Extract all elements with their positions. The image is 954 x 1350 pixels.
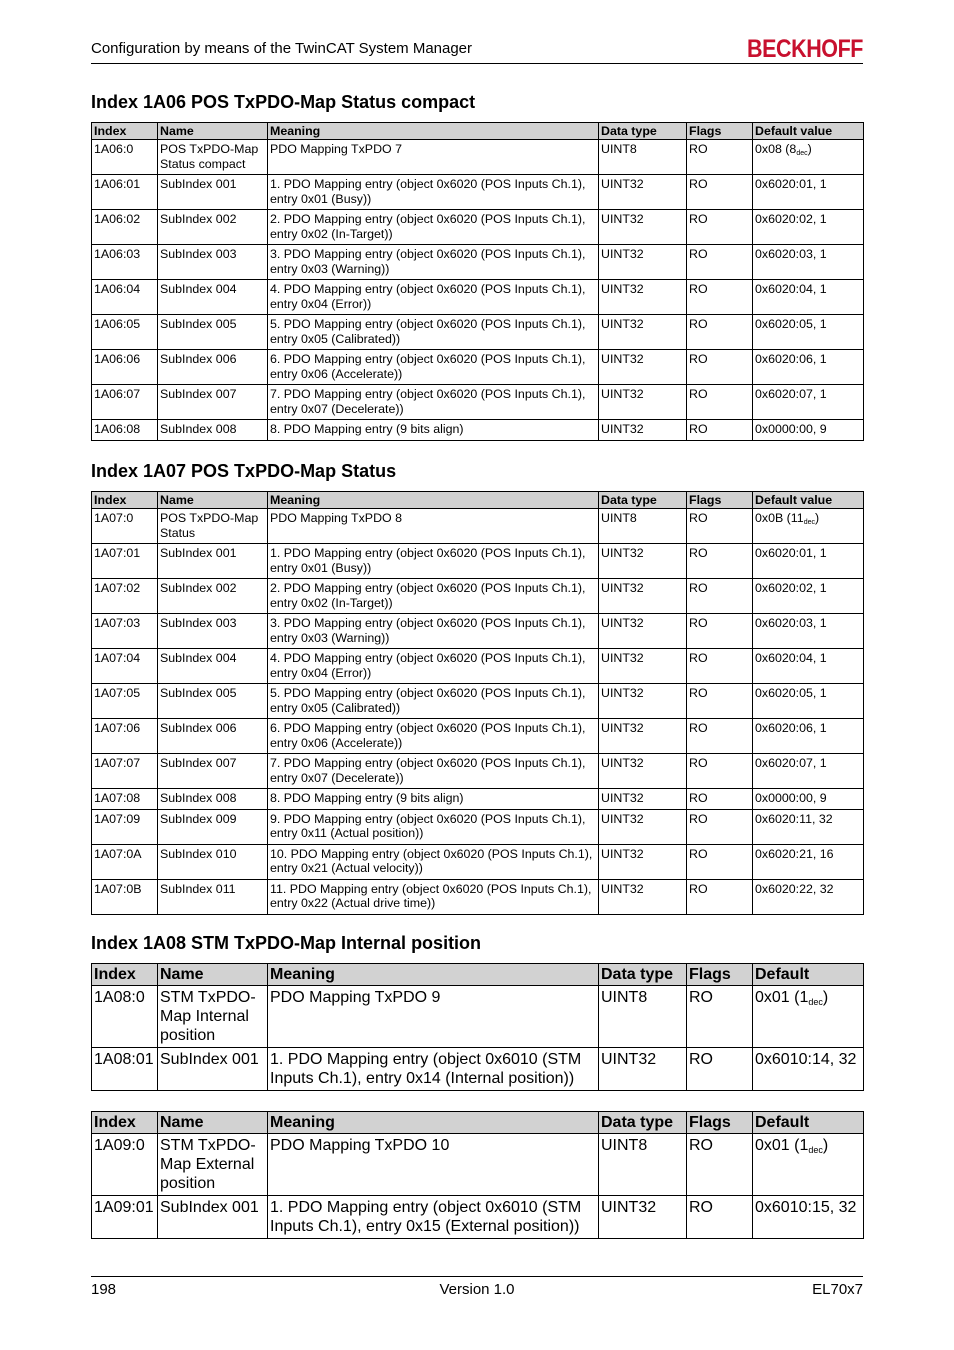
- cell-name: SubIndex 005: [158, 315, 268, 350]
- table-row: [92, 420, 864, 441]
- cell-data-type: UINT32: [599, 789, 687, 810]
- cell-data-type: UINT32: [599, 210, 687, 245]
- cell-name: SubIndex 009: [158, 809, 268, 844]
- cell-name: SubIndex 002: [158, 210, 268, 245]
- table-header-row: [92, 1112, 864, 1134]
- cell-meaning: 5. PDO Mapping entry (object 0x6020 (POS Inputs Ch.1), entry 0x05 (Calibrated)): [268, 684, 599, 719]
- cell-default-value: 0x6020:07, 1: [753, 385, 864, 420]
- table-row: [92, 719, 864, 754]
- cell-default-value: 0x6020:05, 1: [753, 315, 864, 350]
- cell-data-type: UINT32: [599, 350, 687, 385]
- cell-default-value: 0x0000:00, 9: [753, 789, 864, 810]
- cell-flags: RO: [687, 509, 753, 544]
- closing-paren: ): [822, 1137, 829, 1154]
- cell-data-type: UINT32: [599, 844, 687, 879]
- cell-data-type: UINT32: [599, 420, 687, 441]
- table-row: [92, 844, 864, 879]
- cell-name: STM TxPDO-Map External position: [158, 1134, 268, 1196]
- cell-meaning: 3. PDO Mapping entry (object 0x6020 (POS Inputs Ch.1), entry 0x03 (Warning)): [268, 245, 599, 280]
- cell-meaning: PDO Mapping TxPDO 9: [268, 986, 599, 1048]
- table-row: [92, 315, 864, 350]
- cell-flags: RO: [687, 809, 753, 844]
- cell-meaning: 7. PDO Mapping entry (object 0x6020 (POS Inputs Ch.1), entry 0x07 (Decelerate)): [268, 385, 599, 420]
- column-header-name: Name: [158, 964, 268, 986]
- cell-default-value: 0x6020:21, 16: [753, 844, 864, 879]
- cell-meaning: 3. PDO Mapping entry (object 0x6020 (POS Inputs Ch.1), entry 0x03 (Warning)): [268, 614, 599, 649]
- cell-index: 1A06:04: [92, 280, 158, 315]
- cell-name: SubIndex 003: [158, 614, 268, 649]
- cell-flags: RO: [687, 789, 753, 810]
- cell-meaning: 4. PDO Mapping entry (object 0x6020 (POS Inputs Ch.1), entry 0x04 (Error)): [268, 280, 599, 315]
- cell-default-value: 0x6020:07, 1: [753, 754, 864, 789]
- cell-default-value: 0x6020:06, 1: [753, 350, 864, 385]
- table-row: [92, 385, 864, 420]
- column-header-index: Index: [92, 492, 158, 509]
- cell-flags: RO: [687, 245, 753, 280]
- cell-name: STM TxPDO-Map Internal position: [158, 986, 268, 1048]
- header-title: Configuration by means of the TwinCAT System Manager: [91, 40, 473, 57]
- cell-default-value: 0x6020:01, 1: [753, 544, 864, 579]
- cell-name: SubIndex 010: [158, 844, 268, 879]
- cell-index: 1A07:05: [92, 684, 158, 719]
- cell-flags: RO: [687, 1048, 753, 1091]
- cell-index: 1A07:07: [92, 754, 158, 789]
- cell-data-type: UINT32: [599, 649, 687, 684]
- cell-flags: RO: [687, 1196, 753, 1239]
- cell-default-value: 0x6020:02, 1: [753, 210, 864, 245]
- cell-data-type: UINT8: [599, 509, 687, 544]
- table-row: [92, 350, 864, 385]
- cell-meaning: 1. PDO Mapping entry (object 0x6010 (STM Inputs Ch.1), entry 0x14 (Internal position)): [268, 1048, 599, 1091]
- table-row: [92, 614, 864, 649]
- table-1a07: [91, 491, 864, 915]
- cell-name: SubIndex 001: [158, 175, 268, 210]
- cell-data-type: UINT32: [599, 315, 687, 350]
- default-value-text: 0x01 (1: [755, 989, 809, 1006]
- cell-flags: RO: [687, 175, 753, 210]
- number-base-subscript: dec: [808, 1145, 823, 1155]
- table-row: [92, 879, 864, 914]
- cell-index: 1A06:05: [92, 315, 158, 350]
- cell-data-type: UINT32: [599, 280, 687, 315]
- cell-meaning: PDO Mapping TxPDO 8: [268, 509, 599, 544]
- cell-default-value: 0x6010:14, 32: [753, 1048, 864, 1091]
- table-header-row: [92, 964, 864, 986]
- table-header-row: [92, 492, 864, 509]
- cell-flags: RO: [687, 614, 753, 649]
- cell-index: 1A08:01: [92, 1048, 158, 1091]
- column-header-data-type: Data type: [599, 964, 687, 986]
- cell-meaning: 2. PDO Mapping entry (object 0x6020 (POS Inputs Ch.1), entry 0x02 (In-Target)): [268, 579, 599, 614]
- column-header-data-type: Data type: [599, 1112, 687, 1134]
- section-heading-1a06: Index 1A06 POS TxPDO-Map Status compact: [91, 92, 476, 112]
- cell-index: 1A07:0A: [92, 844, 158, 879]
- cell-flags: RO: [687, 210, 753, 245]
- column-header-default-value: Default: [753, 1112, 864, 1134]
- cell-index: 1A06:08: [92, 420, 158, 441]
- cell-flags: RO: [687, 684, 753, 719]
- cell-meaning: 8. PDO Mapping entry (9 bits align): [268, 420, 599, 441]
- header-divider: [91, 63, 863, 64]
- cell-name: SubIndex 006: [158, 350, 268, 385]
- table-1a06: [91, 122, 864, 441]
- cell-meaning: 11. PDO Mapping entry (object 0x6020 (POS Inputs Ch.1), entry 0x22 (Actual drive time)): [268, 879, 599, 914]
- table-row: [92, 245, 864, 280]
- cell-data-type: UINT32: [599, 385, 687, 420]
- table-row: [92, 754, 864, 789]
- cell-data-type: UINT32: [599, 684, 687, 719]
- table-row: [92, 684, 864, 719]
- cell-default-value: 0x6020:04, 1: [753, 280, 864, 315]
- cell-data-type: UINT32: [599, 879, 687, 914]
- cell-meaning: 5. PDO Mapping entry (object 0x6020 (POS Inputs Ch.1), entry 0x05 (Calibrated)): [268, 315, 599, 350]
- cell-name: POS TxPDO-Map Status compact: [158, 140, 268, 175]
- cell-data-type: UINT8: [599, 986, 687, 1048]
- cell-name: SubIndex 003: [158, 245, 268, 280]
- cell-flags: RO: [687, 420, 753, 441]
- table-row: [92, 544, 864, 579]
- closing-paren: ): [807, 142, 812, 156]
- cell-flags: RO: [687, 719, 753, 754]
- cell-meaning: 6. PDO Mapping entry (object 0x6020 (POS Inputs Ch.1), entry 0x06 (Accelerate)): [268, 350, 599, 385]
- cell-index: 1A07:0: [92, 509, 158, 544]
- number-base-subscript: dec: [796, 150, 808, 157]
- cell-default-value: [753, 140, 864, 175]
- cell-index: 1A06:03: [92, 245, 158, 280]
- cell-data-type: UINT32: [599, 614, 687, 649]
- cell-name: POS TxPDO-Map Status: [158, 509, 268, 544]
- cell-default-value: 0x6020:05, 1: [753, 684, 864, 719]
- cell-flags: RO: [687, 385, 753, 420]
- table-row: [92, 986, 864, 1048]
- cell-meaning: 10. PDO Mapping entry (object 0x6020 (POS Inputs Ch.1), entry 0x21 (Actual velocity)): [268, 844, 599, 879]
- column-header-name: Name: [158, 492, 268, 509]
- default-value-text: 0x0B (11: [755, 511, 804, 525]
- cell-default-value: [753, 1134, 864, 1196]
- cell-default-value: 0x0000:00, 9: [753, 420, 864, 441]
- cell-default-value: [753, 986, 864, 1048]
- table-row: [92, 1196, 864, 1239]
- cell-meaning: PDO Mapping TxPDO 10: [268, 1134, 599, 1196]
- cell-data-type: UINT32: [599, 245, 687, 280]
- table-row: [92, 809, 864, 844]
- cell-name: SubIndex 007: [158, 754, 268, 789]
- table-row: [92, 210, 864, 245]
- cell-name: SubIndex 001: [158, 1048, 268, 1091]
- cell-data-type: UINT8: [599, 140, 687, 175]
- default-value-text: 0x01 (1: [755, 1137, 809, 1154]
- cell-name: SubIndex 005: [158, 684, 268, 719]
- column-header-name: Name: [158, 123, 268, 140]
- table-row: [92, 175, 864, 210]
- column-header-meaning: Meaning: [268, 1112, 599, 1134]
- cell-flags: RO: [687, 986, 753, 1048]
- cell-flags: RO: [687, 140, 753, 175]
- cell-meaning: 1. PDO Mapping entry (object 0x6010 (STM Inputs Ch.1), entry 0x15 (External position)): [268, 1196, 599, 1239]
- cell-meaning: PDO Mapping TxPDO 7: [268, 140, 599, 175]
- footer-divider: [91, 1276, 863, 1277]
- cell-default-value: 0x6020:06, 1: [753, 719, 864, 754]
- cell-index: 1A09:0: [92, 1134, 158, 1196]
- cell-default-value: [753, 509, 864, 544]
- number-base-subscript: dec: [808, 997, 823, 1007]
- cell-meaning: 7. PDO Mapping entry (object 0x6020 (POS Inputs Ch.1), entry 0x07 (Decelerate)): [268, 754, 599, 789]
- cell-meaning: 2. PDO Mapping entry (object 0x6020 (POS Inputs Ch.1), entry 0x02 (In-Target)): [268, 210, 599, 245]
- cell-data-type: UINT32: [599, 1048, 687, 1091]
- cell-name: SubIndex 008: [158, 420, 268, 441]
- column-header-index: Index: [92, 1112, 158, 1134]
- column-header-flags: Flags: [687, 1112, 753, 1134]
- column-header-index: Index: [92, 123, 158, 140]
- cell-data-type: UINT32: [599, 809, 687, 844]
- cell-meaning: 6. PDO Mapping entry (object 0x6020 (POS Inputs Ch.1), entry 0x06 (Accelerate)): [268, 719, 599, 754]
- cell-name: SubIndex 001: [158, 544, 268, 579]
- cell-flags: RO: [687, 280, 753, 315]
- cell-default-value: 0x6020:03, 1: [753, 245, 864, 280]
- cell-name: SubIndex 004: [158, 280, 268, 315]
- cell-name: SubIndex 002: [158, 579, 268, 614]
- cell-default-value: 0x6020:02, 1: [753, 579, 864, 614]
- column-header-default-value: Default value: [753, 123, 864, 140]
- cell-flags: RO: [687, 544, 753, 579]
- cell-flags: RO: [687, 879, 753, 914]
- cell-meaning: 4. PDO Mapping entry (object 0x6020 (POS Inputs Ch.1), entry 0x04 (Error)): [268, 649, 599, 684]
- cell-flags: RO: [687, 649, 753, 684]
- cell-data-type: UINT32: [599, 1196, 687, 1239]
- cell-name: SubIndex 008: [158, 789, 268, 810]
- cell-data-type: UINT32: [599, 579, 687, 614]
- table-header-row: [92, 123, 864, 140]
- document-version: Version 1.0: [439, 1281, 515, 1298]
- column-header-default-value: Default value: [753, 492, 864, 509]
- cell-default-value: 0x6020:04, 1: [753, 649, 864, 684]
- cell-index: 1A06:06: [92, 350, 158, 385]
- cell-index: 1A07:01: [92, 544, 158, 579]
- cell-meaning: 8. PDO Mapping entry (9 bits align): [268, 789, 599, 810]
- column-header-data-type: Data type: [599, 123, 687, 140]
- cell-index: 1A07:06: [92, 719, 158, 754]
- table-row: [92, 509, 864, 544]
- section-heading-1a08: Index 1A08 STM TxPDO-Map Internal position: [91, 933, 482, 953]
- table-row: [92, 649, 864, 684]
- cell-meaning: 9. PDO Mapping entry (object 0x6020 (POS Inputs Ch.1), entry 0x11 (Actual position)): [268, 809, 599, 844]
- cell-flags: RO: [687, 350, 753, 385]
- cell-default-value: 0x6020:11, 32: [753, 809, 864, 844]
- default-value-text: 0x08 (8: [755, 142, 797, 156]
- cell-data-type: UINT8: [599, 1134, 687, 1196]
- cell-index: 1A06:0: [92, 140, 158, 175]
- cell-data-type: UINT32: [599, 719, 687, 754]
- cell-meaning: 1. PDO Mapping entry (object 0x6020 (POS Inputs Ch.1), entry 0x01 (Busy)): [268, 175, 599, 210]
- cell-flags: RO: [687, 754, 753, 789]
- column-header-flags: Flags: [687, 964, 753, 986]
- cell-name: SubIndex 011: [158, 879, 268, 914]
- cell-index: 1A07:03: [92, 614, 158, 649]
- column-header-index: Index: [92, 964, 158, 986]
- table-1a08: [91, 963, 864, 1091]
- table-1a09: [91, 1111, 864, 1239]
- cell-index: 1A08:0: [92, 986, 158, 1048]
- cell-default-value: 0x6020:01, 1: [753, 175, 864, 210]
- beckhoff-logo: BECKHOFF: [747, 35, 864, 63]
- table-row: [92, 1134, 864, 1196]
- cell-name: SubIndex 006: [158, 719, 268, 754]
- cell-index: 1A06:07: [92, 385, 158, 420]
- cell-name: SubIndex 007: [158, 385, 268, 420]
- column-header-flags: Flags: [687, 492, 753, 509]
- cell-default-value: 0x6020:22, 32: [753, 879, 864, 914]
- cell-index: 1A06:01: [92, 175, 158, 210]
- section-heading-1a07: Index 1A07 POS TxPDO-Map Status: [91, 461, 397, 481]
- cell-index: 1A07:08: [92, 789, 158, 810]
- closing-paren: ): [814, 511, 820, 525]
- table-row: [92, 280, 864, 315]
- cell-name: SubIndex 004: [158, 649, 268, 684]
- cell-index: 1A07:09: [92, 809, 158, 844]
- cell-index: 1A07:0B: [92, 879, 158, 914]
- cell-default-value: 0x6010:15, 32: [753, 1196, 864, 1239]
- cell-index: 1A09:01: [92, 1196, 158, 1239]
- cell-data-type: UINT32: [599, 754, 687, 789]
- cell-data-type: UINT32: [599, 544, 687, 579]
- number-base-subscript: dec: [803, 519, 815, 526]
- cell-name: SubIndex 001: [158, 1196, 268, 1239]
- table-row: [92, 1048, 864, 1091]
- cell-flags: RO: [687, 315, 753, 350]
- table-row: [92, 140, 864, 175]
- column-header-meaning: Meaning: [268, 964, 599, 986]
- cell-meaning: 1. PDO Mapping entry (object 0x6020 (POS Inputs Ch.1), entry 0x01 (Busy)): [268, 544, 599, 579]
- column-header-name: Name: [158, 1112, 268, 1134]
- column-header-meaning: Meaning: [268, 492, 599, 509]
- page-number: 198: [91, 1281, 117, 1298]
- column-header-flags: Flags: [687, 123, 753, 140]
- cell-flags: RO: [687, 579, 753, 614]
- cell-default-value: 0x6020:03, 1: [753, 614, 864, 649]
- cell-flags: RO: [687, 844, 753, 879]
- cell-flags: RO: [687, 1134, 753, 1196]
- column-header-data-type: Data type: [599, 492, 687, 509]
- cell-index: 1A07:02: [92, 579, 158, 614]
- product-name: EL70x7: [812, 1281, 863, 1298]
- column-header-default-value: Default: [753, 964, 864, 986]
- table-row: [92, 579, 864, 614]
- closing-paren: ): [822, 989, 829, 1006]
- cell-index: 1A07:04: [92, 649, 158, 684]
- cell-index: 1A06:02: [92, 210, 158, 245]
- table-row: [92, 789, 864, 810]
- cell-data-type: UINT32: [599, 175, 687, 210]
- column-header-meaning: Meaning: [268, 123, 599, 140]
